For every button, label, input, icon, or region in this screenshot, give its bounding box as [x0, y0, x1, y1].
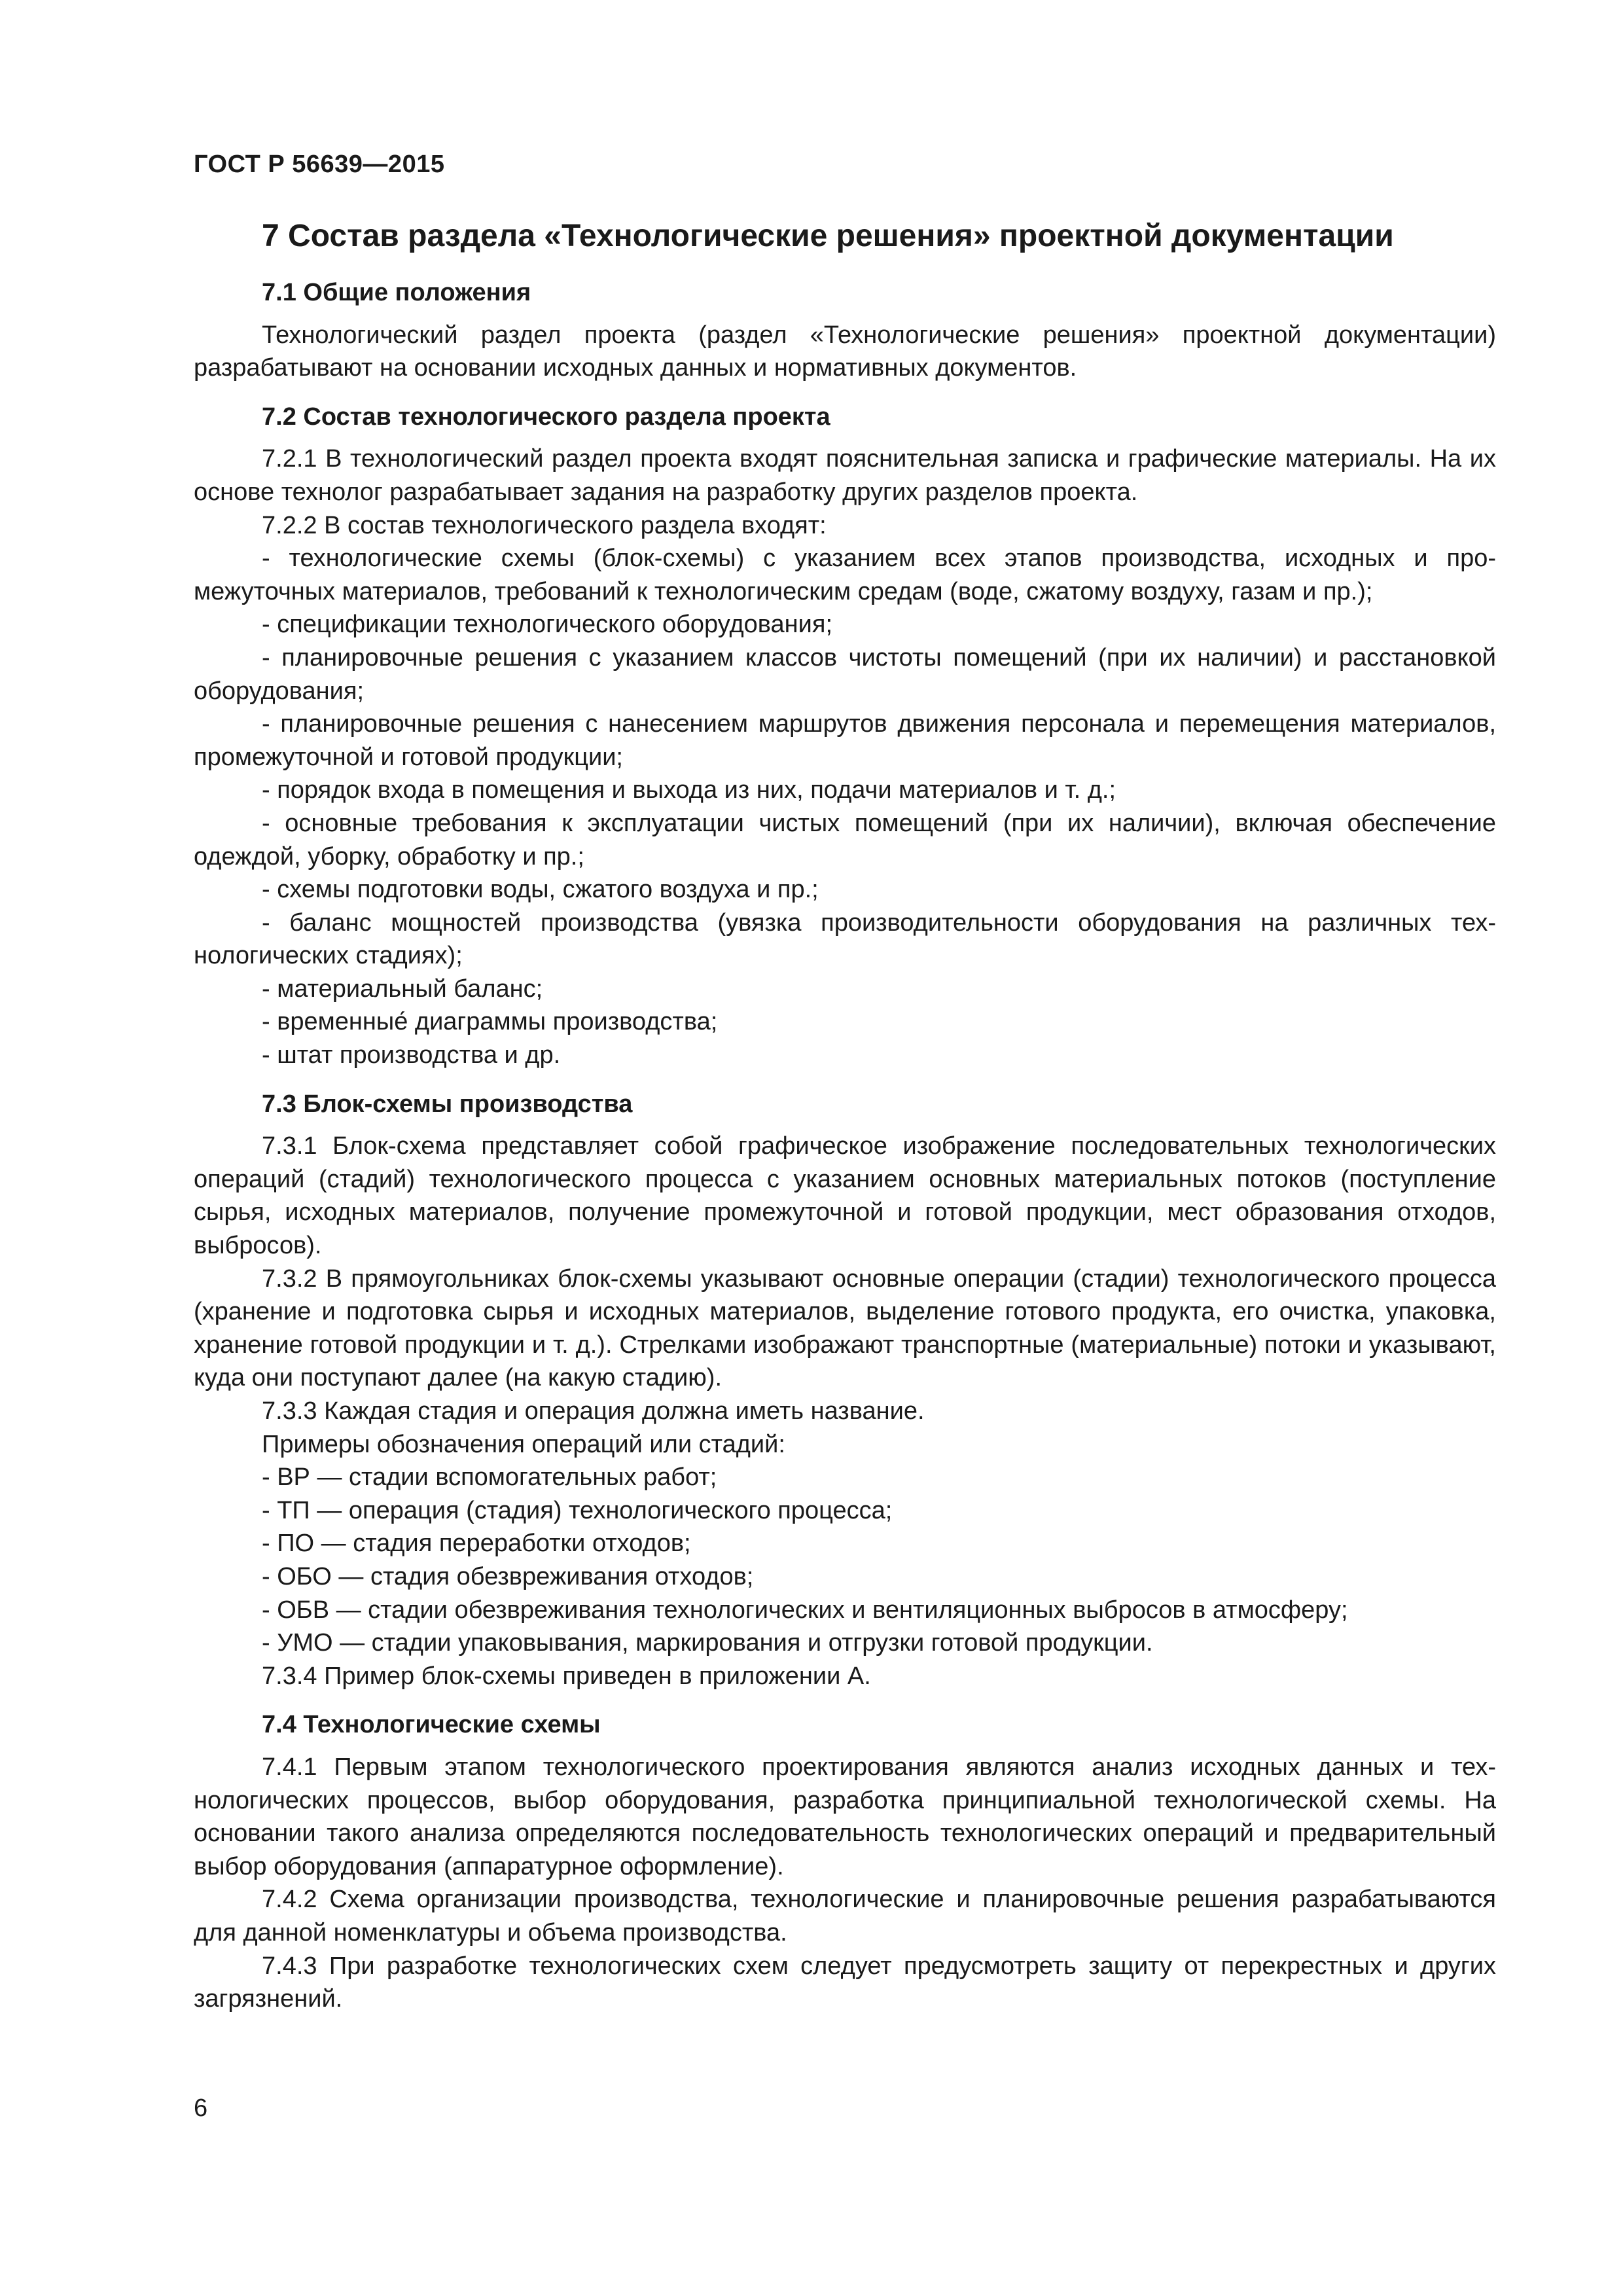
paragraph-7-2-2: 7.2.2 В состав технологического раздела входят: [262, 511, 827, 539]
list-item: - УМО — стадии упаковывания, маркирования и отгрузки готовой продукции. [262, 1629, 1153, 1657]
paragraph-7-3-3: 7.3.3 Каждая стадия и операция должна иметь название. [262, 1397, 925, 1425]
paragraph-examples: Примеры обозначения операций или стадий: [262, 1430, 785, 1458]
paragraph-7-3-2: 7.3.2 В прямоугольниках блок-схемы указывают основные операции (стадии) технологического процесса (хранение и подготовка сырья и исходных материалов, выделение готового продукта, его очистка, упаковка, хранение готовой продукции и т. д.). Стрелками изображают транспортные (материальные) потоки и указывают, куда они поступают далее (на какую стадию). [194, 1265, 1496, 1392]
paragraph-7-2-1: 7.2.1 В технологический раздел проекта входят пояснительная записка и графические материалы. На их основе технолог разрабатывает задания на разработку других разделов проекта. [194, 445, 1496, 506]
document-code: ГОСТ Р 56639—2015 [194, 151, 445, 178]
list-item: - ОБВ — стадии обезвреживания технологических и вентиляционных выбросов в атмосферу; [262, 1596, 1348, 1624]
heading-7-2: 7.2 Состав технологического раздела проекта [262, 403, 830, 431]
list-item: - временные́ диаграммы производства; [262, 1008, 718, 1036]
list-item: - баланс мощностей производства (увязка производительности оборудования на различных технологических стадиях); [194, 908, 1496, 970]
list-item: - спецификации технологического оборудования; [262, 611, 833, 639]
list-item: - ПО — стадия переработки отходов; [262, 1530, 691, 1558]
section-title: 7 Состав раздела «Технологические решения» проектной документации [262, 219, 1394, 253]
paragraph-7-4-3: 7.4.3 При разработке технологических схем следует предусмотреть защиту от перекрестных и других загрязнений. [194, 1952, 1496, 2013]
list-item: - планировочные решения с указанием классов чистоты помещений (при их наличии) и расстановкой оборудования; [194, 643, 1496, 705]
paragraph-7-4-1: 7.4.1 Первым этапом технологического проектирования являются анализ исходных данных и технологических процессов, выбор оборудования, разработка принципиальной технологической схемы. На основании такого анализа определяются последовательность технологических операций и предварительный выбор оборудования (аппаратурное оформление). [194, 1753, 1496, 1880]
list-item: - схемы подготовки воды, сжатого воздуха и пр.; [262, 876, 819, 904]
paragraph-7-3-4: 7.3.4 Пример блок-схемы приведен в приложении А. [262, 1662, 871, 1690]
list-item: - материальный баланс; [262, 975, 543, 1003]
page-number: 6 [194, 2094, 208, 2122]
list-item: - штат производства и др. [262, 1041, 561, 1069]
page-content [194, 216, 1496, 2016]
paragraph-7-3-1: 7.3.1 Блок-схема представляет собой графическое изображение последовательных технологических операций (стадий) технологического процесса с указанием основных материальных потоков (поступление сырья, исходных материалов, получение промежуточной и готовой продукции, мест образования отходов, выбросов). [194, 1132, 1496, 1260]
list-item: - порядок входа в помещения и выхода из них, подачи материалов и т. д.; [262, 776, 1116, 804]
heading-7-4: 7.4 Технологические схемы [262, 1711, 601, 1739]
list-item: - ВР — стадии вспомогательных работ; [262, 1463, 717, 1492]
list-item: - ТП — операция (стадия) технологического процесса; [262, 1496, 893, 1524]
list-item: - ОБО — стадия обезвреживания отходов; [262, 1562, 754, 1590]
list-item: - планировочные решения с нанесением маршрутов движения персонала и перемещения материалов, промежуточной и готовой продукции; [194, 710, 1496, 771]
heading-7-1: 7.1 Общие положения [262, 279, 531, 306]
paragraph-7-1: Технологический раздел проекта (раздел «Технологические решения» проектной документации) разрабатывают на основании исходных данных и нормативных документов. [194, 321, 1496, 382]
paragraph-7-4-2: 7.4.2 Схема организации производства, технологические и планировочные решения разрабатываются для данной номенклатуры и объема производства. [194, 1886, 1496, 1946]
list-item: - технологические схемы (блок-схемы) с указанием всех этапов производства, исходных и промежуточных материалов, требований к технологическим средам (воде, сжатому воздуху, газам и пр.); [194, 545, 1496, 605]
heading-7-3: 7.3 Блок-схемы производства [262, 1090, 633, 1118]
list-item: - основные требования к эксплуатации чистых помещений (при их наличии), включая обеспечение одеждой, уборку, обработку и пр.; [194, 809, 1496, 870]
